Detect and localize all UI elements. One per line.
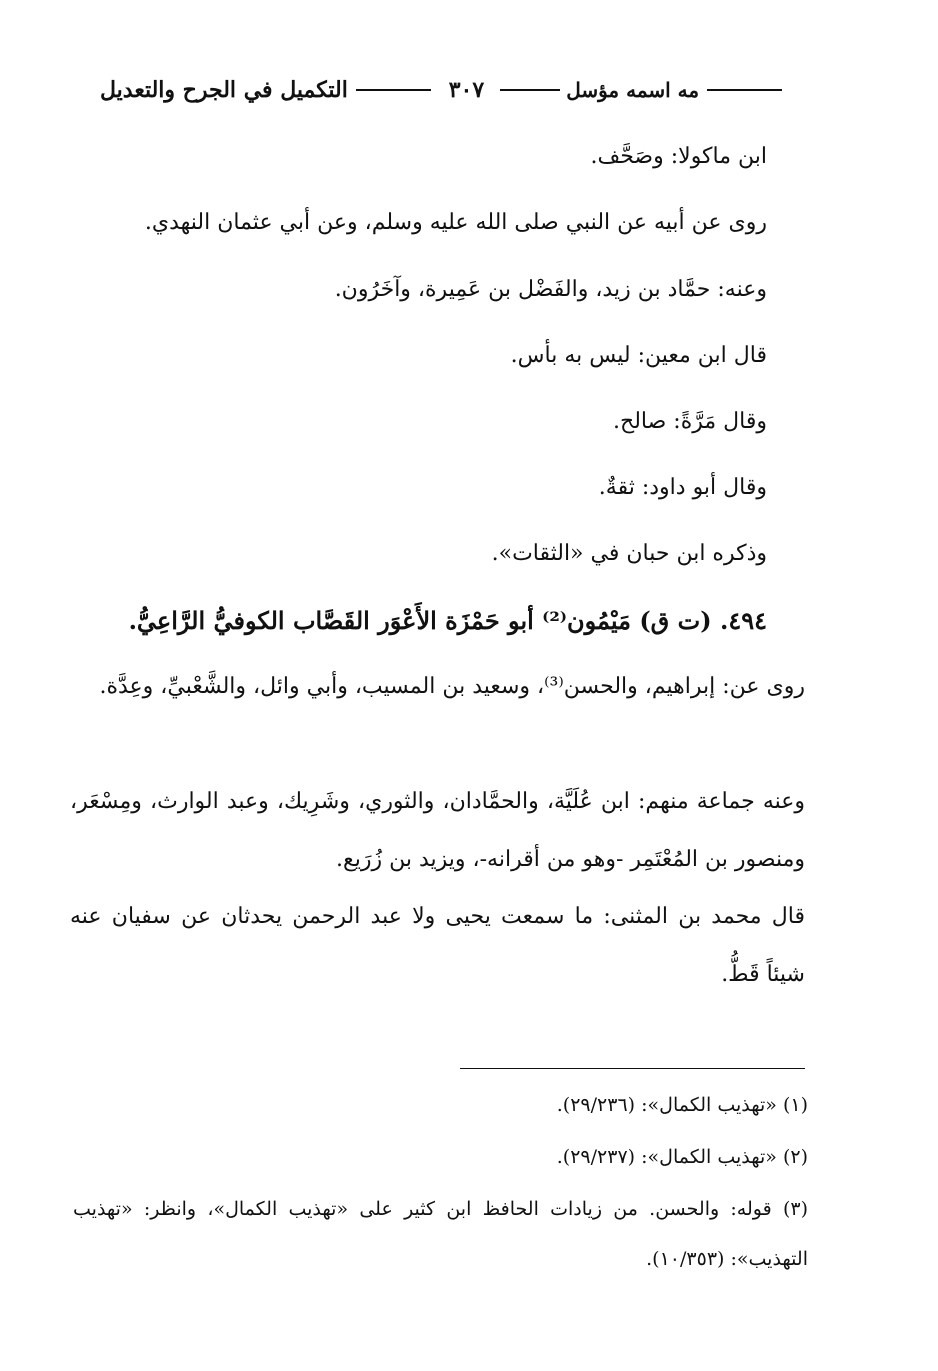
entry-heading: ٤٩٤. (ت ق) مَيْمُون⁽²⁾ أبو حَمْزَة الأَعْوَر القَصَّاب الكوفيُّ الرَّاعِيُّ. [128,606,767,635]
page-number: ٣٠٧ [448,77,485,103]
paragraph-6: وقال أبو داود: ثقةٌ. [598,475,767,500]
footnote-1: (١) «تهذيب الكمال»: (٢٩/٢٣٦). [556,1094,808,1116]
footnote-separator [460,1068,805,1069]
paragraph-5: وقال مَرَّةً: صالح. [613,409,767,434]
paragraph-9: وعنه جماعة منهم: ابن عُلَيَّة، والحمَّادان، والثوري، وشَرِيك، وعبد الوارث، ومِسْعَر، ومنصور بن المُعْتَمِر -وهو من أقرانه-، ويزيد بن زُرَيع. [70,789,805,872]
header-rule-short [500,89,560,91]
paragraph-8: روى عن: إبراهيم، والحسن⁽³⁾، وسعيد بن المسيب، وأبي وائل، والشَّعْبيِّ، وعِدَّة. [99,674,805,699]
paragraph-4: قال ابن معين: ليس به بأس. [510,343,767,368]
paragraph-1: ابن ماكولا: وصَحَّف. [590,144,767,169]
footnote-3: (٣) قوله: والحسن. من زيادات الحافظ ابن كثير على «تهذيب الكمال»، وانظر: «تهذيب التهذيب»: (١٠/٣٥٣). [73,1198,808,1270]
paragraph-7: وذكره ابن حبان في «الثقات». [491,541,767,566]
paragraph-10: قال محمد بن المثنى: ما سمعت يحيى ولا عبد الرحمن يحدثان عن سفيان عنه شيئاً قَطُّ. [70,904,805,987]
running-header [100,66,790,114]
header-section-name: مه اسمه مؤسل [566,78,700,102]
paragraph-2: روى عن أبيه عن النبي صلى الله عليه وسلم، وعن أبي عثمان النهدي. [144,210,767,235]
paragraph-3: وعنه: حمَّاد بن زيد، والفَضْل بن عَمِيرة، وآخَرُون. [334,277,767,302]
header-rule-left [707,89,782,91]
header-rule [356,89,431,91]
header-book-title: التكميل في الجرح والتعديل [100,77,348,103]
footnote-2: (٢) «تهذيب الكمال»: (٢٩/٢٣٧). [556,1146,808,1168]
